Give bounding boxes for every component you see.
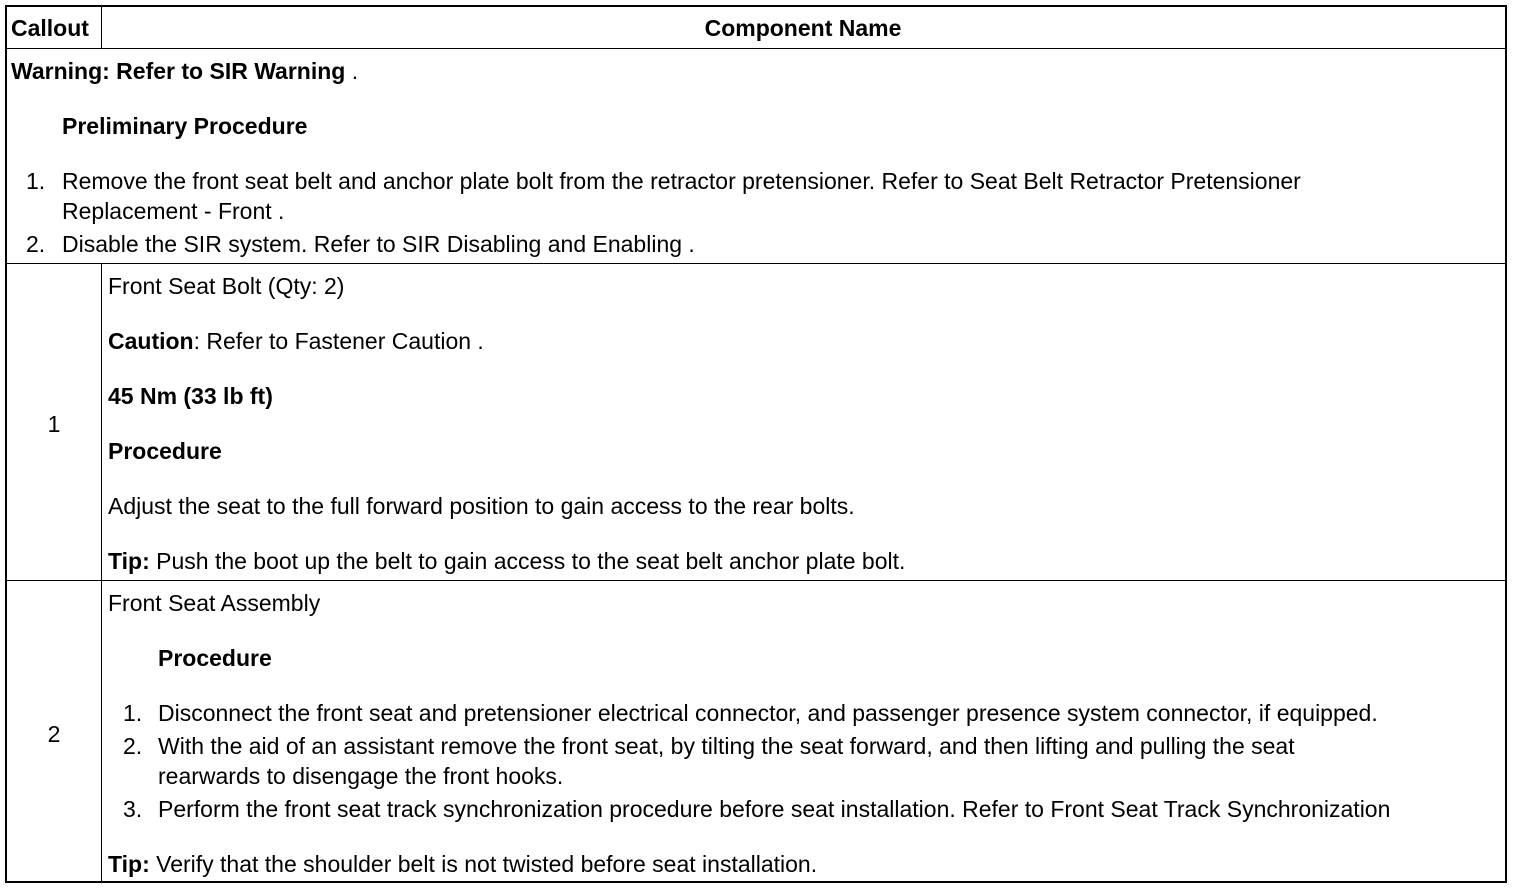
tip-label: Tip: bbox=[108, 548, 150, 574]
preliminary-divider bbox=[7, 263, 1505, 264]
warning-text[interactable]: Warning: Refer to SIR Warning bbox=[11, 58, 346, 84]
procedure-step-text: rearwards to disengage the front hooks. bbox=[158, 763, 564, 789]
procedure-step-number: 1. bbox=[123, 700, 143, 726]
procedure-heading: Procedure bbox=[108, 438, 222, 464]
preliminary-step-text: Disable the SIR system. Refer to SIR Disabling and Enabling . bbox=[62, 231, 695, 257]
tip-text: Verify that the shoulder belt is not twisted before seat installation. bbox=[149, 851, 818, 877]
component-name: Front Seat Assembly bbox=[108, 590, 321, 616]
preliminary-step-number: 1. bbox=[26, 168, 46, 194]
tip-line bbox=[108, 550, 905, 573]
preliminary-heading: Preliminary Procedure bbox=[62, 113, 308, 139]
tip-label: Tip: bbox=[108, 851, 150, 877]
callout-number: 1 bbox=[47, 411, 61, 437]
component-name: Front Seat Bolt (Qty: 2) bbox=[108, 273, 345, 299]
procedure-step-text: With the aid of an assistant remove the front seat, by tilting the seat forward, and then lifting and pulling the seat bbox=[158, 733, 1295, 759]
header-divider bbox=[7, 48, 1505, 49]
tip-line bbox=[108, 853, 817, 876]
component-column-header: Component Name bbox=[704, 15, 902, 41]
preliminary-step-text: Replacement - Front . bbox=[62, 198, 285, 224]
caution-label: Caution bbox=[108, 328, 194, 354]
body-column-divider bbox=[101, 263, 102, 881]
header-column-divider bbox=[101, 7, 102, 48]
preliminary-step-number: 2. bbox=[26, 231, 46, 257]
procedure-heading: Procedure bbox=[158, 645, 272, 671]
caution-line bbox=[108, 330, 484, 353]
component-table bbox=[5, 5, 1507, 883]
tip-text: Push the boot up the belt to gain access to the seat belt anchor plate bolt. bbox=[149, 548, 906, 574]
procedure-step-number: 2. bbox=[123, 733, 143, 759]
procedure-step-number: 3. bbox=[123, 796, 143, 822]
callout-number: 2 bbox=[47, 721, 61, 747]
torque-spec: 45 Nm (33 lb ft) bbox=[108, 383, 273, 409]
procedure-text: Adjust the seat to the full forward position to gain access to the rear bolts. bbox=[108, 493, 855, 519]
procedure-step-text[interactable]: Perform the front seat track synchronization procedure before seat installation. Refer to Front Seat Track Synchronization bbox=[158, 796, 1391, 822]
procedure-step-text: Disconnect the front seat and pretensioner electrical connector, and passenger presence system connector, if equipped. bbox=[158, 700, 1378, 726]
callout-column-header: Callout bbox=[11, 15, 89, 41]
warning-period: . bbox=[345, 58, 359, 84]
row-1-divider bbox=[7, 580, 1505, 581]
caution-text[interactable]: : Refer to Fastener Caution . bbox=[193, 328, 484, 354]
warning-line bbox=[11, 60, 358, 83]
preliminary-step-text: Remove the front seat belt and anchor plate bolt from the retractor pretensioner. Refer to Seat Belt Retractor Pretensioner bbox=[62, 168, 1301, 194]
